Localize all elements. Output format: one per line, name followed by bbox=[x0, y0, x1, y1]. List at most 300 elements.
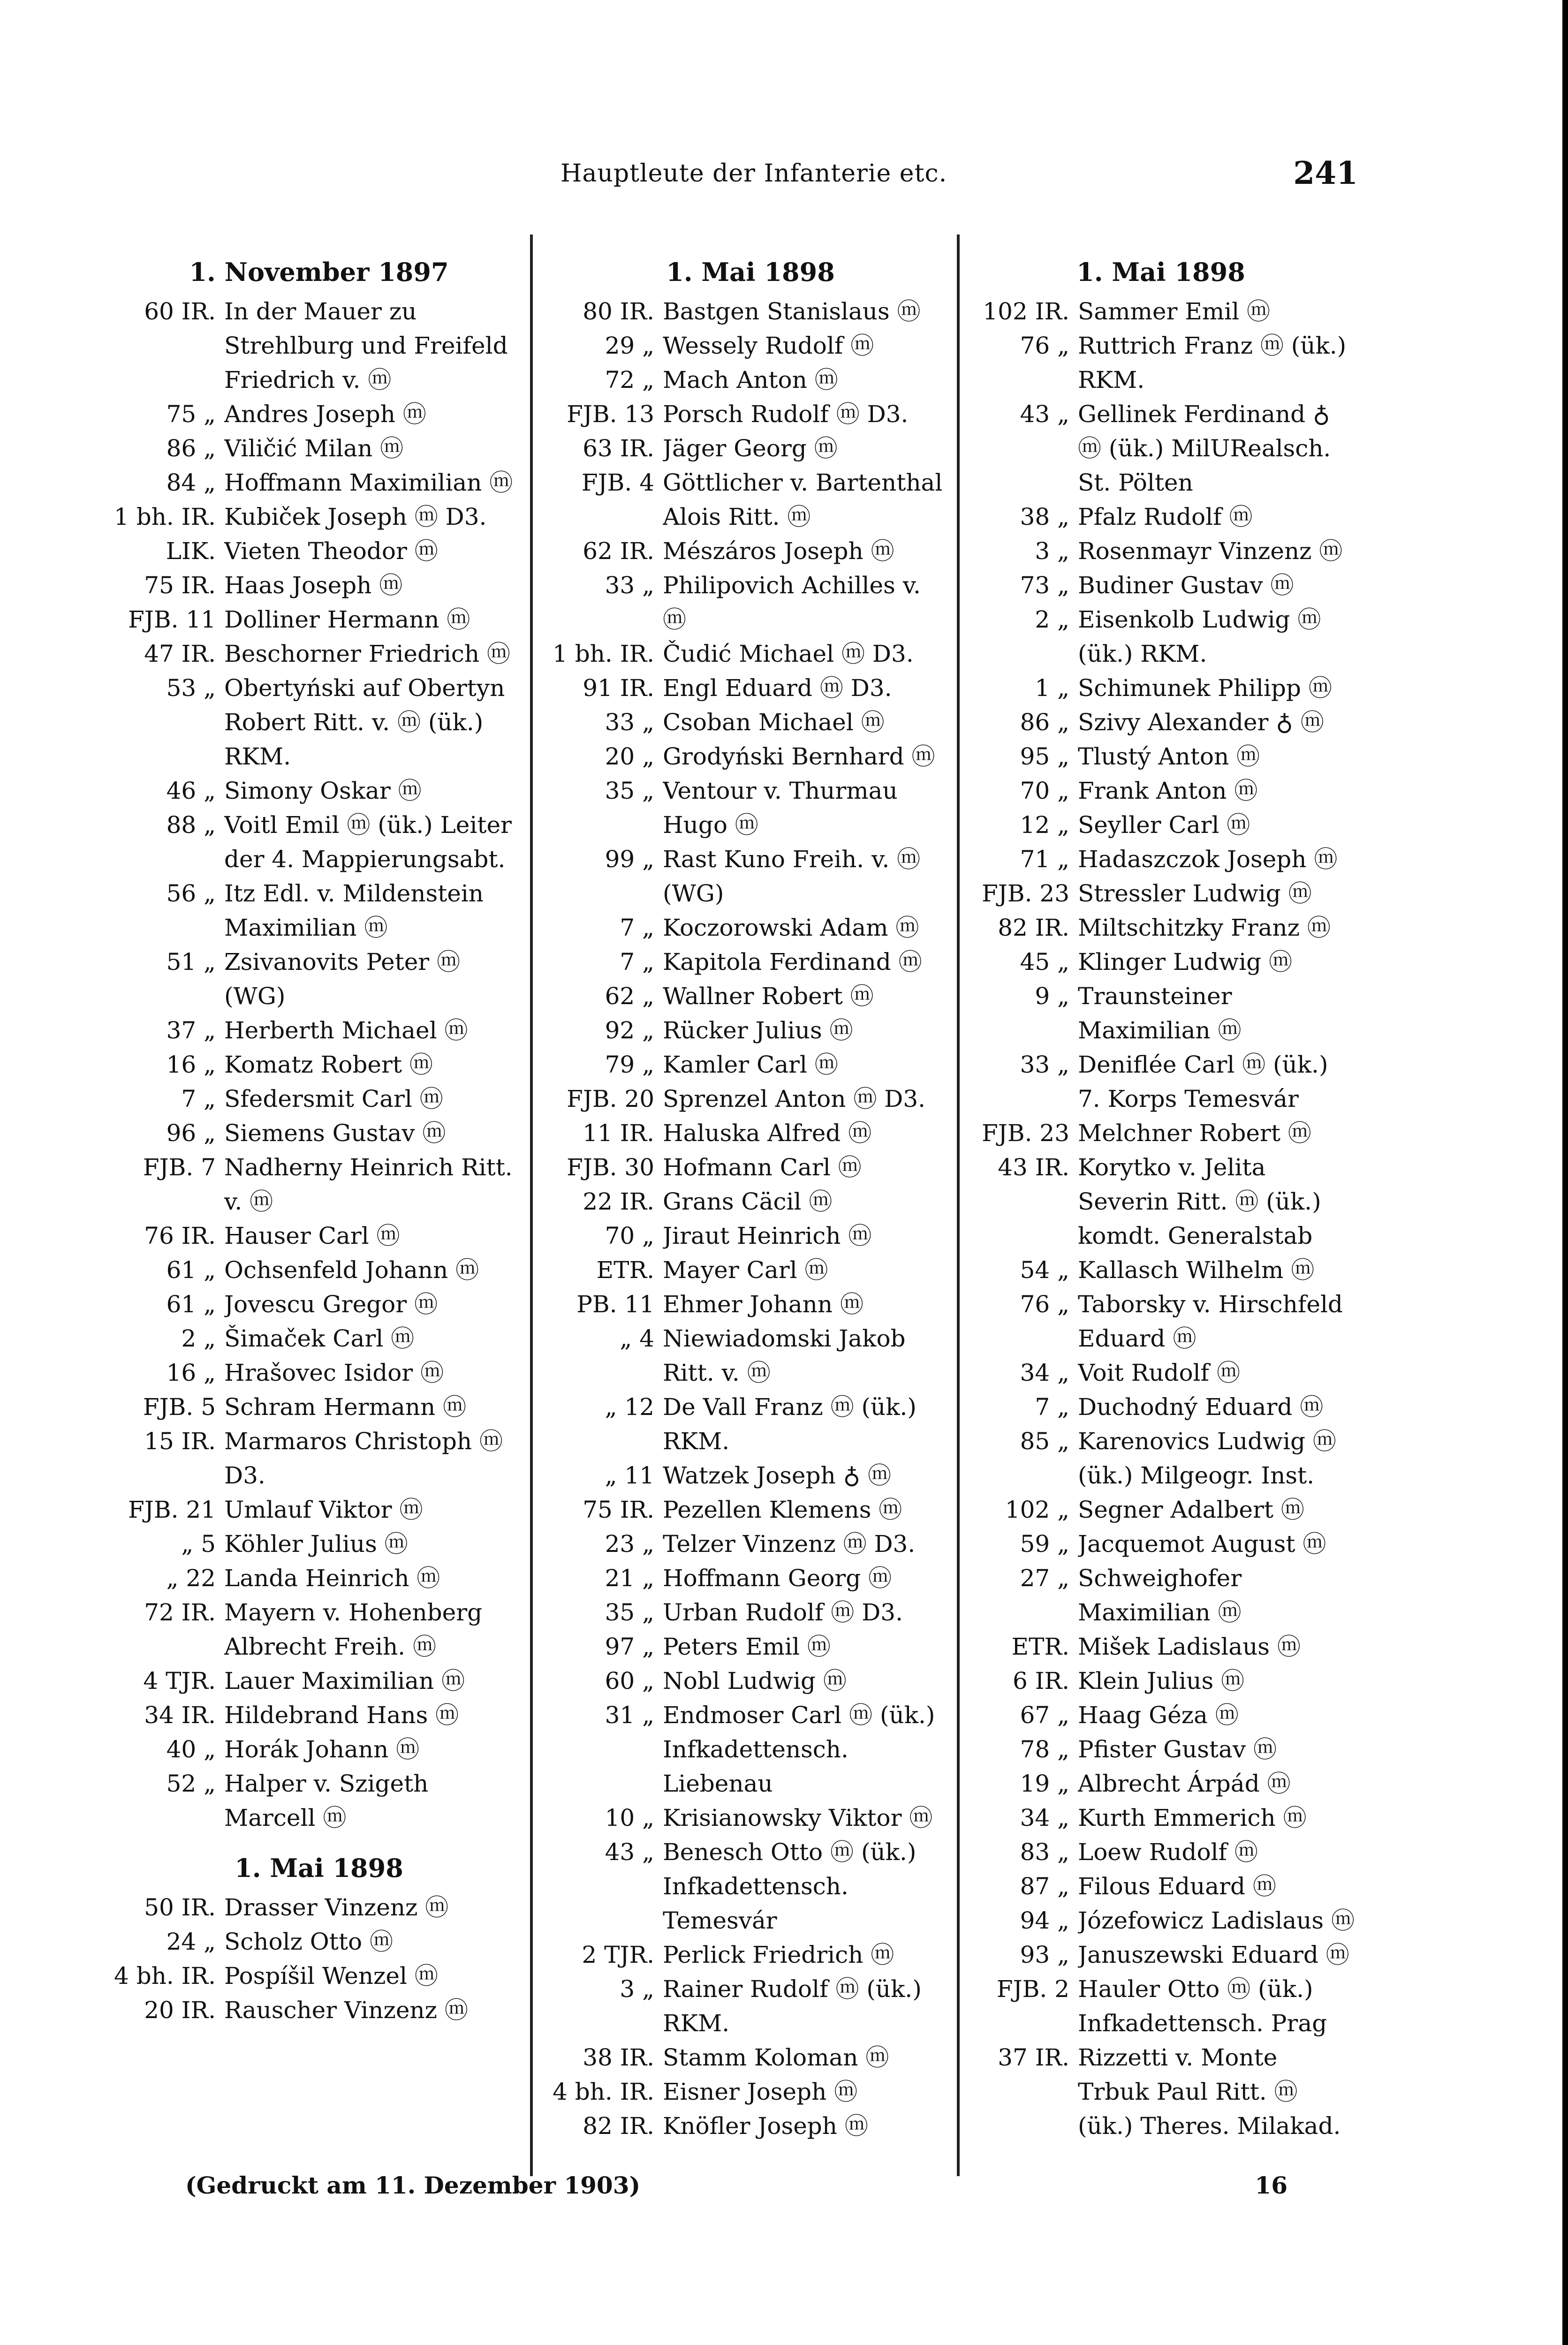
unit-label: 2 „ bbox=[181, 1325, 216, 1352]
sub-entry-list bbox=[113, 1891, 525, 2027]
officer-name: In der Mauer zu Strehlburg und Freifeld Friedrich v. ⓜ bbox=[224, 298, 508, 393]
list-entry bbox=[113, 1048, 525, 1082]
officer-name: Landa Heinrich ⓜ bbox=[224, 1565, 440, 1592]
list-entry bbox=[966, 671, 1356, 705]
unit-label: 31 „ bbox=[605, 1702, 654, 1729]
list-entry bbox=[113, 637, 525, 671]
officer-name: Schweighofer Maximilian ⓜ bbox=[1078, 1565, 1242, 1626]
list-entry bbox=[113, 534, 525, 568]
list-entry bbox=[966, 1938, 1356, 1972]
officer-name: Eisner Joseph ⓜ bbox=[663, 2078, 858, 2105]
officer-name: Engl Eduard ⓜ D3. bbox=[663, 674, 892, 702]
unit-label: 38 „ bbox=[1020, 503, 1069, 530]
officer-name: Hadaszczok Joseph ⓜ bbox=[1078, 846, 1338, 873]
list-entry bbox=[551, 1459, 950, 1493]
column-divider bbox=[957, 234, 960, 2176]
officer-name: Traunsteiner Maximilian ⓜ bbox=[1078, 983, 1242, 1044]
unit-label: 102 „ bbox=[1005, 1496, 1069, 1523]
unit-label: 87 „ bbox=[1020, 1873, 1069, 1900]
unit-label: 76 IR. bbox=[144, 1222, 216, 1249]
officer-name: Marmaros Christoph ⓜ D3. bbox=[224, 1428, 503, 1489]
list-entry bbox=[551, 431, 950, 466]
officer-name: Peters Emil ⓜ bbox=[663, 1633, 831, 1660]
officer-name: Sprenzel Anton ⓜ D3. bbox=[663, 1085, 926, 1112]
unit-label: 16 „ bbox=[166, 1051, 216, 1078]
officer-name: Taborsky v. Hirschfeld Eduard ⓜ bbox=[1078, 1291, 1343, 1352]
officer-name: Andres Joseph ⓜ bbox=[224, 401, 426, 428]
officer-name: Koczorowski Adam ⓜ bbox=[663, 914, 919, 941]
list-entry bbox=[113, 397, 525, 431]
unit-label: 7 „ bbox=[181, 1085, 216, 1112]
list-entry bbox=[551, 2109, 950, 2143]
list-entry bbox=[113, 877, 525, 945]
officer-name: Watzek Joseph ♁ ⓜ bbox=[663, 1462, 892, 1489]
unit-label: 99 „ bbox=[605, 846, 654, 873]
officer-name: Benesch Otto ⓜ (ük.) Infkadettensch. Temesvár bbox=[663, 1838, 917, 1934]
list-entry bbox=[113, 1527, 525, 1561]
unit-label: 94 „ bbox=[1020, 1907, 1069, 1934]
unit-label: 75 „ bbox=[166, 401, 216, 428]
list-entry bbox=[551, 1835, 950, 1938]
list-entry bbox=[113, 1993, 525, 2027]
unit-label: 84 „ bbox=[166, 469, 216, 496]
list-entry bbox=[551, 1287, 950, 1322]
list-entry bbox=[966, 877, 1356, 911]
officer-name: Duchodný Eduard ⓜ bbox=[1078, 1393, 1324, 1421]
unit-label: 43 IR. bbox=[998, 1154, 1069, 1181]
list-entry bbox=[113, 1150, 525, 1219]
unit-label: 12 „ bbox=[1020, 811, 1069, 839]
list-entry bbox=[113, 500, 525, 534]
column-heading: 1. Mai 1898 bbox=[666, 257, 835, 287]
unit-label: 80 IR. bbox=[583, 298, 654, 325]
unit-label: 50 IR. bbox=[144, 1894, 216, 1921]
unit-label: 22 IR. bbox=[583, 1188, 654, 1215]
officer-name: Perlick Friedrich ⓜ bbox=[663, 1941, 894, 1968]
unit-label: 15 IR. bbox=[144, 1428, 216, 1455]
officer-name: Józefowicz Ladislaus ⓜ bbox=[1078, 1907, 1355, 1934]
entry-list bbox=[551, 295, 950, 2143]
unit-label: 2 TJR. bbox=[582, 1941, 654, 1968]
officer-name: Siemens Gustav ⓜ bbox=[224, 1120, 446, 1147]
list-entry bbox=[551, 740, 950, 774]
list-entry bbox=[966, 808, 1356, 842]
unit-label: 46 „ bbox=[166, 777, 216, 804]
unit-label: 6 IR. bbox=[1013, 1667, 1069, 1694]
unit-label: 7 „ bbox=[1035, 1393, 1069, 1421]
list-entry bbox=[966, 774, 1356, 808]
officer-name: Mayer Carl ⓜ bbox=[663, 1256, 828, 1284]
unit-label: 51 „ bbox=[166, 948, 216, 976]
officer-name: Melchner Robert ⓜ bbox=[1078, 1120, 1311, 1147]
officer-name: Korytko v. Jelita Severin Ritt. ⓜ (ük.) komdt. Generalstab bbox=[1078, 1154, 1321, 1249]
officer-name: Kallasch Wilhelm ⓜ bbox=[1078, 1256, 1315, 1284]
officer-name: Segner Adalbert ⓜ bbox=[1078, 1496, 1304, 1523]
unit-label: „ 11 bbox=[605, 1462, 654, 1489]
list-entry bbox=[551, 842, 950, 911]
officer-name: Karenovics Ludwig ⓜ (ük.) Milgeogr. Inst. bbox=[1078, 1428, 1336, 1489]
officer-name: Kamler Carl ⓜ bbox=[663, 1051, 838, 1078]
list-entry bbox=[966, 1390, 1356, 1424]
officer-name: Ruttrich Franz ⓜ (ük.) RKM. bbox=[1078, 332, 1347, 393]
list-entry bbox=[966, 1287, 1356, 1356]
list-entry bbox=[113, 1698, 525, 1732]
list-entry bbox=[551, 774, 950, 842]
list-entry bbox=[113, 1082, 525, 1116]
officer-name: De Vall Franz ⓜ (ük.) RKM. bbox=[663, 1393, 917, 1455]
unit-label: FJB. 30 bbox=[567, 1154, 654, 1181]
officer-name: Jäger Georg ⓜ bbox=[663, 435, 838, 462]
officer-name: Rizzetti v. Monte Trbuk Paul Ritt. ⓜ (ük.) Theres. Milakad. bbox=[1078, 2044, 1341, 2140]
list-entry bbox=[551, 1972, 950, 2041]
unit-label: 40 „ bbox=[166, 1736, 216, 1763]
list-entry bbox=[113, 1219, 525, 1253]
unit-label: 1 „ bbox=[1035, 674, 1069, 702]
list-entry bbox=[113, 671, 525, 774]
unit-label: 33 „ bbox=[605, 572, 654, 599]
unit-label: 3 „ bbox=[1035, 537, 1069, 565]
list-entry bbox=[113, 1014, 525, 1048]
list-entry bbox=[551, 1596, 950, 1630]
unit-label: 95 „ bbox=[1020, 743, 1069, 770]
page-number: 241 bbox=[1293, 155, 1358, 191]
officer-name: Endmoser Carl ⓜ (ük.) Infkadettensch. Liebenau bbox=[663, 1702, 935, 1797]
officer-name: Sfedersmit Carl ⓜ bbox=[224, 1085, 443, 1112]
unit-label: 1 bh. IR. bbox=[553, 640, 654, 667]
unit-label: 24 „ bbox=[166, 1928, 216, 1955]
unit-label: 34 „ bbox=[1020, 1804, 1069, 1831]
unit-label: 86 „ bbox=[166, 435, 216, 462]
officer-name: Komatz Robert ⓜ bbox=[224, 1051, 433, 1078]
list-entry bbox=[551, 2075, 950, 2109]
list-entry bbox=[113, 1767, 525, 1835]
printer-signature: 16 bbox=[1255, 2171, 1288, 2199]
unit-label: ETR. bbox=[1011, 1633, 1069, 1660]
list-entry bbox=[551, 1116, 950, 1150]
unit-label: 79 „ bbox=[605, 1051, 654, 1078]
running-title: Hauptleute der Infanterie etc. bbox=[561, 159, 947, 188]
list-entry bbox=[966, 1424, 1356, 1493]
unit-label: „ 5 bbox=[181, 1530, 216, 1558]
unit-label: PB. 11 bbox=[576, 1291, 654, 1318]
entry-list bbox=[113, 295, 525, 1835]
officer-name: Porsch Rudolf ⓜ D3. bbox=[663, 401, 909, 428]
unit-label: 88 „ bbox=[166, 811, 216, 839]
officer-name: Frank Anton ⓜ bbox=[1078, 777, 1258, 804]
list-entry bbox=[113, 1561, 525, 1596]
officer-name: Ehmer Johann ⓜ bbox=[663, 1291, 864, 1318]
officer-name: Budiner Gustav ⓜ bbox=[1078, 572, 1294, 599]
officer-name: Čudić Michael ⓜ D3. bbox=[663, 640, 914, 667]
unit-label: 7 „ bbox=[620, 914, 654, 941]
officer-name: Hoffmann Maximilian ⓜ bbox=[224, 469, 513, 496]
list-entry bbox=[113, 1390, 525, 1424]
unit-label: 72 IR. bbox=[144, 1599, 216, 1626]
unit-label: 2 „ bbox=[1035, 606, 1069, 633]
list-entry bbox=[113, 295, 525, 397]
officer-name: Seyller Carl ⓜ bbox=[1078, 811, 1250, 839]
list-entry bbox=[551, 1493, 950, 1527]
unit-label: „ 4 bbox=[620, 1325, 654, 1352]
officer-name: Stressler Ludwig ⓜ bbox=[1078, 880, 1312, 907]
unit-label: 60 IR. bbox=[144, 298, 216, 325]
officer-name: Simony Oskar ⓜ bbox=[224, 777, 422, 804]
unit-label: FJB. 20 bbox=[567, 1085, 654, 1112]
unit-label: 1 bh. IR. bbox=[114, 503, 216, 530]
officer-name: Rast Kuno Freih. v. ⓜ (WG) bbox=[663, 846, 921, 907]
officer-name: Jacquemot August ⓜ bbox=[1078, 1530, 1326, 1558]
officer-name: Lauer Maximilian ⓜ bbox=[224, 1667, 465, 1694]
officer-name: Obertyński auf Obertyn Robert Ritt. v. ⓜ (ük.) RKM. bbox=[224, 674, 505, 770]
list-entry bbox=[966, 1869, 1356, 1904]
list-entry bbox=[551, 466, 950, 534]
column-subheading: 1. Mai 1898 bbox=[235, 1853, 403, 1883]
unit-label: 7 „ bbox=[620, 948, 654, 976]
officer-name: Göttlicher v. Bartenthal Alois Ritt. ⓜ bbox=[663, 469, 943, 530]
list-entry bbox=[966, 1904, 1356, 1938]
unit-label: 97 „ bbox=[605, 1633, 654, 1660]
unit-label: 62 IR. bbox=[583, 537, 654, 565]
officer-name: Herberth Michael ⓜ bbox=[224, 1017, 468, 1044]
list-entry bbox=[966, 1356, 1356, 1390]
unit-label: 54 „ bbox=[1020, 1256, 1069, 1284]
officer-name: Bastgen Stanislaus ⓜ bbox=[663, 298, 921, 325]
unit-label: 23 „ bbox=[605, 1530, 654, 1558]
officer-name: Telzer Vinzenz ⓜ D3. bbox=[663, 1530, 916, 1558]
list-entry bbox=[966, 500, 1356, 534]
list-entry bbox=[551, 1150, 950, 1185]
unit-label: 86 „ bbox=[1020, 709, 1069, 736]
officer-name: Miltschitzky Franz ⓜ bbox=[1078, 914, 1331, 941]
list-entry bbox=[966, 1972, 1356, 2041]
column-divider bbox=[530, 234, 533, 2176]
list-entry bbox=[113, 466, 525, 500]
entry-list bbox=[966, 295, 1356, 2143]
unit-label: 102 IR. bbox=[983, 298, 1069, 325]
list-entry bbox=[113, 1664, 525, 1698]
officer-name: Dolliner Hermann ⓜ bbox=[224, 606, 470, 633]
unit-label: 78 „ bbox=[1020, 1736, 1069, 1763]
officer-name: Rainer Rudolf ⓜ (ük.) RKM. bbox=[663, 1975, 922, 2037]
unit-label: 9 „ bbox=[1035, 983, 1069, 1010]
officer-name: Sammer Emil ⓜ bbox=[1078, 298, 1271, 325]
list-entry bbox=[113, 1322, 525, 1356]
officer-name: Eisenkolb Ludwig ⓜ (ük.) RKM. bbox=[1078, 606, 1321, 667]
officer-name: Drasser Vinzenz ⓜ bbox=[224, 1894, 449, 1921]
unit-label: LIK. bbox=[166, 537, 216, 565]
officer-name: Mišek Ladislaus ⓜ bbox=[1078, 1633, 1301, 1660]
unit-label: 16 „ bbox=[166, 1359, 216, 1386]
list-entry bbox=[551, 1014, 950, 1048]
officer-name: Pfalz Rudolf ⓜ bbox=[1078, 503, 1253, 530]
list-entry bbox=[551, 397, 950, 431]
officer-name: Voitl Emil ⓜ (ük.) Leiter der 4. Mappierungsabt. bbox=[224, 811, 512, 873]
officer-name: Horák Johann ⓜ bbox=[224, 1736, 420, 1763]
officer-name: Wallner Robert ⓜ bbox=[663, 983, 874, 1010]
unit-label: 82 IR. bbox=[998, 914, 1069, 941]
unit-label: 61 „ bbox=[166, 1256, 216, 1284]
officer-name: Nobl Ludwig ⓜ bbox=[663, 1667, 847, 1694]
list-entry bbox=[113, 808, 525, 877]
list-entry bbox=[966, 1767, 1356, 1801]
unit-label: 92 „ bbox=[605, 1017, 654, 1044]
officer-name: Vieten Theodor ⓜ bbox=[224, 537, 438, 565]
officer-name: Kapitola Ferdinand ⓜ bbox=[663, 948, 922, 976]
unit-label: FJB. 5 bbox=[143, 1393, 216, 1421]
list-entry bbox=[966, 2041, 1356, 2143]
list-entry bbox=[551, 637, 950, 671]
unit-label: 63 IR. bbox=[583, 435, 654, 462]
officer-name: Ochsenfeld Johann ⓜ bbox=[224, 1256, 479, 1284]
list-entry bbox=[966, 1048, 1356, 1116]
list-entry bbox=[551, 979, 950, 1014]
unit-label: FJB. 13 bbox=[567, 401, 654, 428]
list-entry bbox=[113, 1925, 525, 1959]
unit-label: 70 „ bbox=[1020, 777, 1069, 804]
unit-label: 37 „ bbox=[166, 1017, 216, 1044]
list-entry bbox=[551, 1322, 950, 1390]
officer-name: Jiraut Heinrich ⓜ bbox=[663, 1222, 872, 1249]
unit-label: 34 „ bbox=[1020, 1359, 1069, 1386]
unit-label: 52 „ bbox=[166, 1770, 216, 1797]
list-entry bbox=[551, 1082, 950, 1116]
scan-edge bbox=[1562, 0, 1568, 2345]
officer-name: Schimunek Philipp ⓜ bbox=[1078, 674, 1332, 702]
unit-label: 3 „ bbox=[620, 1975, 654, 2003]
list-entry bbox=[551, 945, 950, 979]
unit-label: FJB. 7 bbox=[143, 1154, 216, 1181]
officer-name: Stamm Koloman ⓜ bbox=[663, 2044, 889, 2071]
officer-name: Šimaček Carl ⓜ bbox=[224, 1325, 415, 1352]
officer-name: Viličić Milan ⓜ bbox=[224, 435, 404, 462]
officer-name: Haluska Alfred ⓜ bbox=[663, 1120, 872, 1147]
unit-label: 35 „ bbox=[605, 777, 654, 804]
unit-label: 82 IR. bbox=[583, 2112, 654, 2140]
unit-label: „ 22 bbox=[166, 1565, 216, 1592]
unit-label: 56 „ bbox=[166, 880, 216, 907]
officer-name: Klinger Ludwig ⓜ bbox=[1078, 948, 1293, 976]
list-entry bbox=[551, 705, 950, 740]
officer-name: Wessely Rudolf ⓜ bbox=[663, 332, 874, 359]
list-entry bbox=[551, 534, 950, 568]
list-entry bbox=[113, 1356, 525, 1390]
officer-name: Schram Hermann ⓜ bbox=[224, 1393, 467, 1421]
unit-label: FJB. 23 bbox=[982, 1120, 1069, 1147]
unit-label: 11 IR. bbox=[583, 1120, 654, 1147]
list-entry bbox=[966, 1698, 1356, 1732]
officer-name: Niewiadomski Jakob Ritt. v. ⓜ bbox=[663, 1325, 906, 1386]
list-entry bbox=[966, 945, 1356, 979]
list-entry bbox=[113, 1253, 525, 1287]
column-2 bbox=[551, 253, 950, 2171]
list-entry bbox=[113, 1596, 525, 1664]
officer-name: Philipovich Achilles v. ⓜ bbox=[663, 572, 921, 633]
list-entry bbox=[966, 295, 1356, 329]
column-heading: 1. November 1897 bbox=[189, 257, 449, 287]
officer-name: Halper v. Szigeth Marcell ⓜ bbox=[224, 1770, 429, 1831]
list-entry bbox=[551, 329, 950, 363]
list-entry bbox=[551, 1527, 950, 1561]
unit-label: 4 bh. IR. bbox=[114, 1962, 216, 1989]
unit-label: 20 „ bbox=[605, 743, 654, 770]
officer-name: Hauser Carl ⓜ bbox=[224, 1222, 400, 1249]
list-entry bbox=[551, 568, 950, 637]
officer-name: Mészáros Joseph ⓜ bbox=[663, 537, 894, 565]
list-entry bbox=[551, 1938, 950, 1972]
page-footer bbox=[185, 2171, 1288, 2209]
list-entry bbox=[966, 842, 1356, 877]
unit-label: 33 „ bbox=[1020, 1051, 1069, 1078]
unit-label: 75 IR. bbox=[144, 572, 216, 599]
unit-label: 62 „ bbox=[605, 983, 654, 1010]
page-header bbox=[561, 155, 1358, 211]
list-entry bbox=[966, 979, 1356, 1048]
column-3 bbox=[966, 253, 1356, 2171]
officer-name: Grodyński Bernhard ⓜ bbox=[663, 743, 935, 770]
unit-label: 45 „ bbox=[1020, 948, 1069, 976]
unit-label: 73 „ bbox=[1020, 572, 1069, 599]
officer-name: Szivy Alexander ♁ ⓜ bbox=[1078, 709, 1324, 736]
unit-label: FJB. 4 bbox=[581, 469, 654, 496]
officer-name: Kubiček Joseph ⓜ D3. bbox=[224, 503, 487, 530]
officer-name: Knöfler Joseph ⓜ bbox=[663, 2112, 868, 2140]
officer-name: Hoffmann Georg ⓜ bbox=[663, 1565, 892, 1592]
unit-label: FJB. 23 bbox=[982, 880, 1069, 907]
list-entry bbox=[966, 1630, 1356, 1664]
unit-label: FJB. 11 bbox=[128, 606, 216, 633]
list-entry bbox=[966, 397, 1356, 500]
list-entry bbox=[966, 911, 1356, 945]
officer-name: Ventour v. Thurmau Hugo ⓜ bbox=[663, 777, 898, 839]
list-entry bbox=[966, 1493, 1356, 1527]
officer-name: Rosenmayr Vinzenz ⓜ bbox=[1078, 537, 1343, 565]
list-entry bbox=[551, 1664, 950, 1698]
officer-name: Albrecht Árpád ⓜ bbox=[1078, 1770, 1291, 1797]
officer-name: Krisianowsky Viktor ⓜ bbox=[663, 1804, 933, 1831]
unit-label: 20 IR. bbox=[144, 1997, 216, 2024]
officer-name: Kurth Emmerich ⓜ bbox=[1078, 1804, 1307, 1831]
unit-label: 71 „ bbox=[1020, 846, 1069, 873]
unit-label: 29 „ bbox=[605, 332, 654, 359]
officer-name: Hauler Otto ⓜ (ük.) Infkadettensch. Prag bbox=[1078, 1975, 1327, 2037]
unit-label: 10 „ bbox=[605, 1804, 654, 1831]
list-entry bbox=[551, 911, 950, 945]
print-date-note: (Gedruckt am 11. Dezember 1903) bbox=[185, 2171, 641, 2199]
unit-label: 21 „ bbox=[605, 1565, 654, 1592]
officer-name: Csoban Michael ⓜ bbox=[663, 709, 885, 736]
list-entry bbox=[551, 1390, 950, 1459]
list-entry bbox=[113, 1287, 525, 1322]
officer-name: Januszewski Eduard ⓜ bbox=[1078, 1941, 1349, 1968]
list-entry bbox=[551, 1801, 950, 1835]
list-entry bbox=[113, 1732, 525, 1767]
list-entry bbox=[966, 1527, 1356, 1561]
list-entry bbox=[966, 705, 1356, 740]
list-entry bbox=[113, 568, 525, 603]
list-entry bbox=[966, 1253, 1356, 1287]
officer-name: Itz Edl. v. Mildenstein Maximilian ⓜ bbox=[224, 880, 484, 941]
list-entry bbox=[113, 945, 525, 1014]
list-entry bbox=[551, 295, 950, 329]
unit-label: FJB. 21 bbox=[128, 1496, 216, 1523]
list-entry bbox=[551, 1630, 950, 1664]
list-entry bbox=[966, 534, 1356, 568]
officer-name: Pfister Gustav ⓜ bbox=[1078, 1736, 1277, 1763]
unit-label: 72 „ bbox=[605, 366, 654, 393]
officer-name: Hildebrand Hans ⓜ bbox=[224, 1702, 459, 1729]
unit-label: 75 IR. bbox=[583, 1496, 654, 1523]
officer-name: Hrašovec Isidor ⓜ bbox=[224, 1359, 444, 1386]
